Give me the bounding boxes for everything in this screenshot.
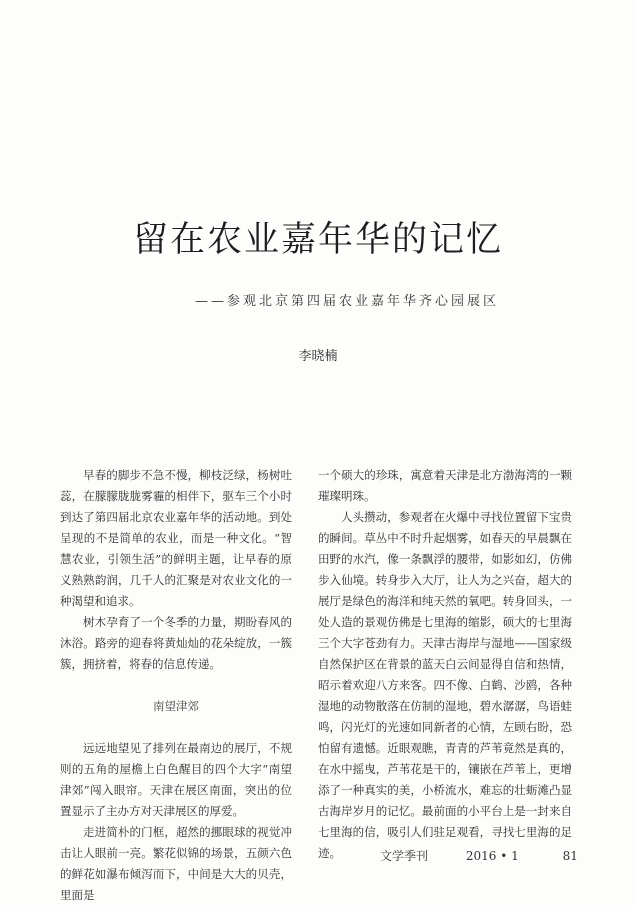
journal-issue: 2016 • 1: [465, 849, 519, 863]
section-heading: 南望津郊: [153, 699, 199, 713]
journal-name: 文学季刊: [380, 849, 429, 863]
left-column: [60, 465, 292, 906]
paragraph: 早春的脚步不急不慢，柳枝泛绿，杨树吐蕊，在朦朦胧胧雾霾的相伴下，驱车三个小时到达了第四届北京农业嘉年华的活动地。到处呈现的不是简单的农业，而是一种文化。“智慧农业，引领生活”的鲜明主题，让早春的原义熟熟韵润，几千人的汇聚是对农业文化的一种渴望和追求。: [60, 468, 292, 608]
page-footer: [380, 847, 578, 864]
article-title: 留在农业嘉年华的记忆: [132, 220, 503, 260]
paragraph-continued: 一个硕大的珍珠，寓意着天津是北方渤海湾的一颗璀璨明珠。: [318, 468, 572, 503]
article-author: 李晓楠: [298, 349, 338, 364]
article-subtitle: ——参观北京第四届农业嘉年华齐心园展区: [195, 294, 500, 309]
paragraph: 人头攒动，参观者在火爆中寻找位置留下宝贵的瞬间。草丛中不时升起烟雾，如春天的早晨飘在田野的水汽，像一条飘浮的腰带，如影如幻，仿佛步入仙境。转身步入大厅，让人为之兴奋，超大的展厅是绿色的海洋和纯天然的氧吧。转身回头，一处人造的景观仿佛是七里海的缩影，硕大的七里海三个大字苍劲有力。天津古海岸与湿地——国家级自然保护区在背景的蓝天白云间显得自信和热情，昭示着欢迎八方来客。四不像、白鹤、沙鸥，各种湿地的动物散落在仿制的湿地，碧水潺潺，鸟语蛙鸣，闪光灯的光速如同新者的心情，左顾右盼，恐怕留有遗憾。近眼观瞧，青青的芦苇竟然是真的，在水中摇曳，芦苇花是干的，镶嵌在芦苇上，更增添了一种真实的美，小桥流水，难忘的壮蛎滩凸显古海岸岁月的记忆。最前面的小平台上是一封来自七里海的信，吸引人们驻足观看，寻找七里海的足迹。: [318, 510, 572, 860]
right-column: [318, 465, 572, 864]
paragraph: 走进简朴的门框，超然的挪眼球的视觉冲击让人眼前一亮。繁花似锦的场景，五颜六色的鲜花如瀑布倾泻而下，中间是大大的贝壳，里面是: [60, 825, 292, 902]
paragraph: 树木孕育了一个冬季的力量，期盼春风的沐浴。路旁的迎春将黄灿灿的花朵绽放，一簇簇，拥挤着，将春的信息传递。: [60, 615, 292, 671]
page-number: 81: [562, 849, 578, 863]
paragraph: 远远地望见了排列在最南边的展厅，不规则的五角的屋檐上白色醒目的四个大字“南望津郊”闯入眼帘。天津在展区南面，突出的位置显示了主办方对天津展区的厚爱。: [60, 741, 292, 818]
